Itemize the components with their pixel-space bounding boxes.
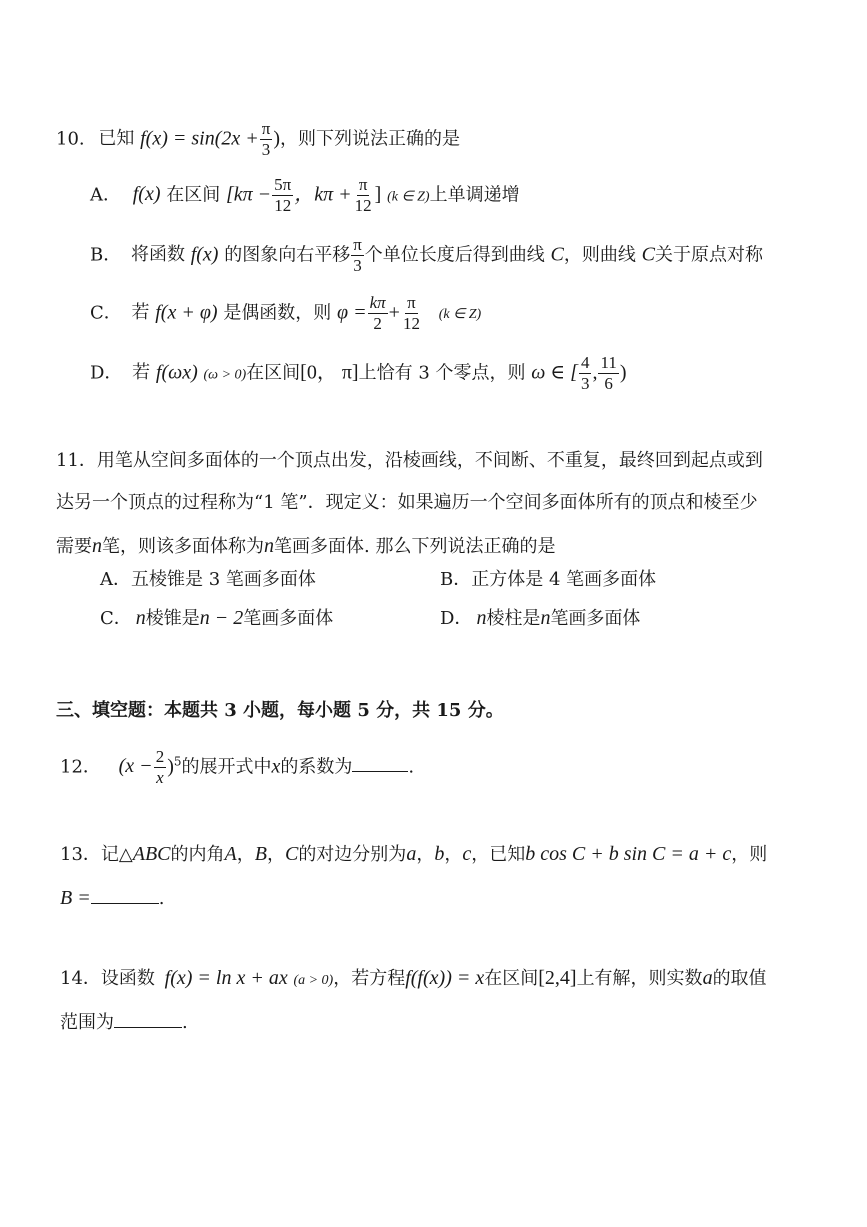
fraction: $\frac{k\pi}{2}$ [369, 293, 386, 333]
q14-line-2: 范围为 . [60, 1012, 188, 1033]
fraction: $\frac{11}{6}$ [600, 353, 617, 393]
answer-blank[interactable] [114, 1025, 182, 1028]
q11-option-b: B．正方体是 4 笔画多面体 [440, 569, 657, 590]
q10-option-b: B． 将函数 f(x) 的图象向右平移 $\frac{\pi}{3}$ 个单位长度后得到曲线 C，则曲线 C关于原点对称 [90, 235, 763, 275]
fraction: $\frac{5\pi}{12}$ [274, 175, 292, 215]
q11-line-2: 达另一个顶点的过程称为“1 笔”．现定义：如果遍历一个空间多面体所有的顶点和棱至少 [56, 492, 758, 513]
q11-option-a: A．五棱锥是 3 笔画多面体 [100, 569, 316, 590]
q11-option-c: C． n棱锥是n − 2笔画多面体 [100, 607, 334, 629]
fraction: $\frac{4}{3}$ [580, 353, 590, 393]
fraction: $\frac{\pi}{3}$ [261, 119, 271, 159]
fraction: $\frac{\pi}{12}$ [354, 175, 372, 215]
q13-line-1: 13．记△ABC的内角A，B，C的对边分别为a，b，c，已知b cos C + b sin C = a + c，则 [60, 843, 768, 865]
q11-option-d: D． n棱柱是n笔画多面体 [440, 607, 641, 629]
answer-blank[interactable] [91, 901, 159, 904]
fraction: $\frac{\pi}{12}$ [402, 293, 420, 333]
q10-number: 10. [56, 128, 85, 150]
q11-line-3: 需要n笔，则该多面体称为n笔画多面体. 那么下列说法正确的是 [56, 535, 556, 557]
q14-line-1: 14．设函数 f(x) = ln x + ax (a > 0)，若方程f(f(x)) = x在区间[2,4]上有解，则实数a的取值 [60, 967, 767, 989]
q10-option-c: C． 若 f(x + φ) 是偶函数，则 φ = $\frac{k\pi}{2}$ + $\frac{\pi}{12}$ (k ∈ Z) [90, 293, 482, 333]
fraction: $\frac{\pi}{3}$ [353, 235, 362, 275]
fraction: $\frac{2}{x}$ [155, 747, 165, 787]
q12: 12． (x − $\frac{2}{x}$ )$^5$的展开式中x的系数为 . [60, 747, 415, 787]
q13-line-2: B = . [60, 887, 165, 909]
q10-stem: 10. 已知 f(x) = sin(2x + $\frac{\pi}{3}$ )，则下列说法正确的是 [56, 119, 460, 159]
answer-blank[interactable] [352, 769, 408, 772]
q11-line-1: 11．用笔从空间多面体的一个顶点出发，沿棱画线，不间断、不重复，最终回到起点或到 [56, 450, 763, 471]
section-heading: 三、填空题：本题共 3 小题，每小题 5 分，共 15 分。 [56, 700, 504, 721]
q10-option-d: D． 若 f(ωx) (ω > 0)在区间[0， π]上恰有 3 个零点，则 ω ∈ [ $\frac{4}{3}$ , $\frac{11}{6}$ ) [90, 353, 627, 393]
q10-option-a: A． f(x) 在区间 [kπ − $\frac{5\pi}{12}$ ，kπ + $\frac{\pi}{12}$ ] (k ∈ Z)上单调递增 [90, 175, 520, 215]
